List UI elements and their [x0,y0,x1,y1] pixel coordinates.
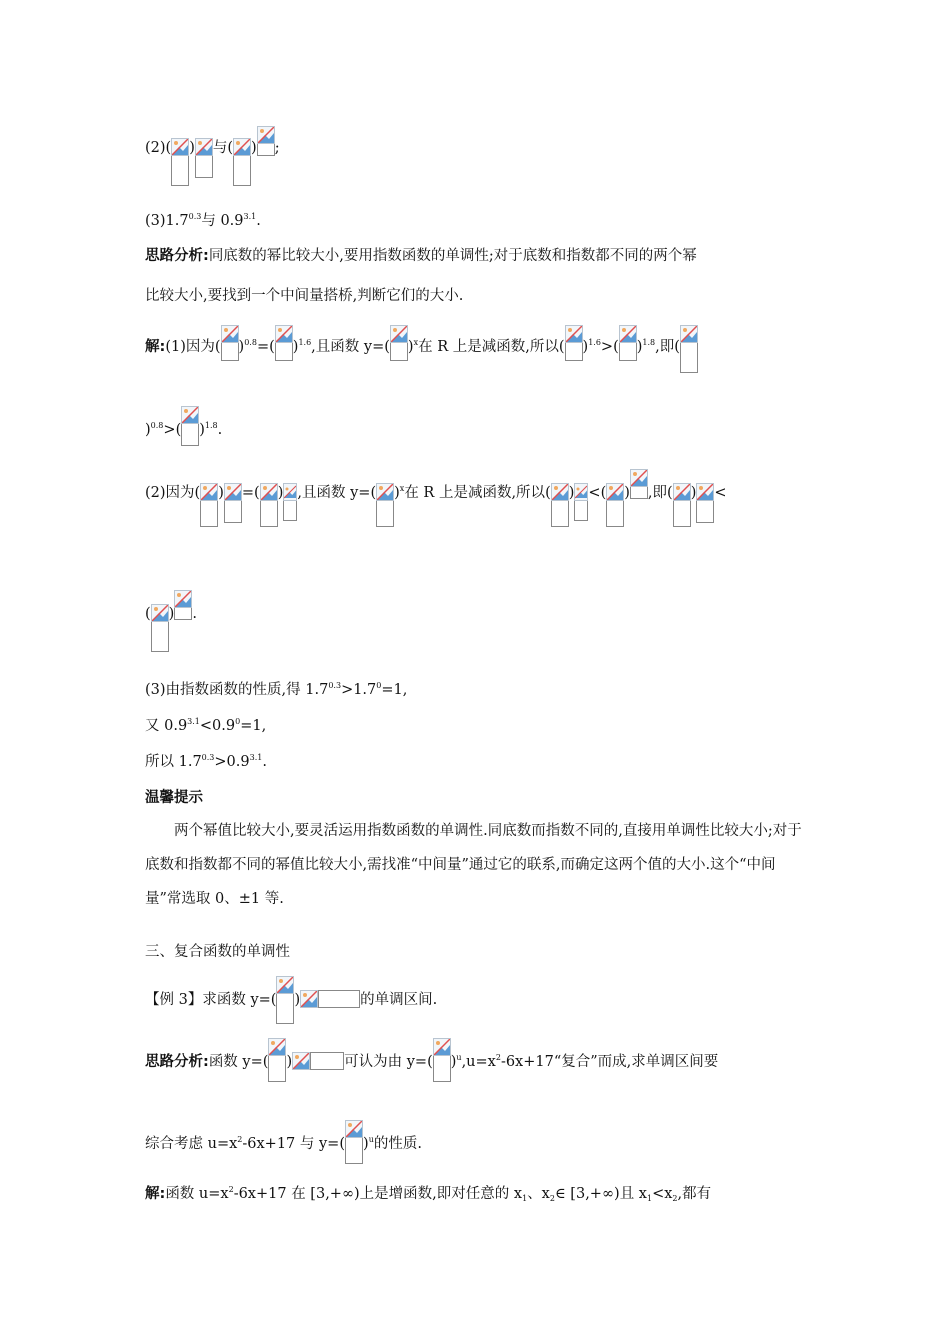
broken-image-icon [292,1052,310,1070]
example-3: 【例 3】求函数 y=( ) 的单调区间. [145,990,437,1038]
broken-image-icon [345,1120,363,1164]
broken-image-icon [433,1038,451,1082]
broken-image-icon [268,1038,286,1082]
broken-image-icon [181,406,199,446]
solution-2: (2)因为( ) =( ) ,且函数 y=( )$^x$在 R 上是减函数,所以( ) <( ) ,即( ) < [145,483,727,527]
broken-image-icon [680,325,698,373]
broken-image-icon [390,325,408,361]
broken-image-icon [257,126,275,156]
formula-placeholder [318,990,360,1008]
solution-3-b: 又 $0.9^{3.1}<0.9^0=1$, [145,717,267,734]
broken-image-icon [565,325,583,361]
analysis-3: 思路分析:函数 y=( ) 可认为由 y=( )$^u,u=x^2-6x+17“$复合”而成,求单调区间要 [145,1052,718,1096]
solution-3-c: 所以 $1.7^{0.3}>0.9^{3.1}$. [145,753,267,770]
broken-image-icon [260,483,278,527]
broken-image-icon [195,138,213,178]
broken-image-icon [224,483,242,523]
formula-placeholder [310,1052,344,1070]
broken-image-icon [551,483,569,527]
solution-2-cont: ( ) . [145,604,197,652]
broken-image-icon [606,483,624,527]
broken-image-icon [276,976,294,1024]
broken-image-icon [233,138,251,186]
tip-text: 两个幂值比较大小,要灵活运用指数函数的单调性.同底数而指数不同的,直接用单调性比较大小;对于底数和指数都不同的幂值比较大小,需找准“中间量”通过它的联系,而确定这两个值的大小.这个“中间量”常选取 0、±1 等. [145,823,802,907]
broken-image-icon [283,483,297,521]
broken-image-icon [376,483,394,527]
broken-image-icon [171,138,189,186]
line-part2: (2)( ) 与( ) ; [145,138,280,186]
broken-image-icon [200,483,218,527]
solution-3: (3)由指数函数的性质,得 $1.7^{0.3}>1.7^0=1$, [145,681,408,698]
broken-image-icon [619,325,637,361]
solution-4: 解:函数 $u=x^2-6x+17$ 在 [3,+∞)上是增函数,即对任意的 $x_1$、$x_2\in$ [3,+∞)且 $x_1<x_2$,都有 [145,1185,712,1203]
analysis-1-cont: 比较大小,要找到一个中间量搭桥,判断它们的大小. [145,288,464,304]
broken-image-icon [696,483,714,523]
solution-1: 解:(1)因为( )$^{0.8}$=( )$^{1.6}$,且函数 y=( )$^x$在 R 上是减函数,所以( )$^{1.6}$>( )$^{1.8}$,即( [145,337,698,385]
analysis-1: 思路分析:同底数的幂比较大小,要用指数函数的单调性;对于底数和指数都不同的两个幂 [145,248,697,264]
broken-image-icon [300,990,318,1008]
broken-image-icon [574,483,588,521]
solution-1-cont: )$^{0.8}$>( )$^{1.8}$. [145,420,222,460]
broken-image-icon [221,325,239,361]
section-title-3: 三、复合函数的单调性 [145,944,290,960]
analysis-3-cont: 综合考虑 $u=x^2-6x+17$ 与 y=( )$^u$的性质. [145,1134,422,1178]
broken-image-icon [151,604,169,652]
broken-image-icon [174,590,192,620]
tip-title: 温馨提示 [145,790,203,806]
broken-image-icon [630,469,648,499]
broken-image-icon [275,325,293,361]
broken-image-icon [673,483,691,527]
line-part3: $(3)1.7^{0.3}$与 $0.9^{3.1}$. [145,212,261,229]
